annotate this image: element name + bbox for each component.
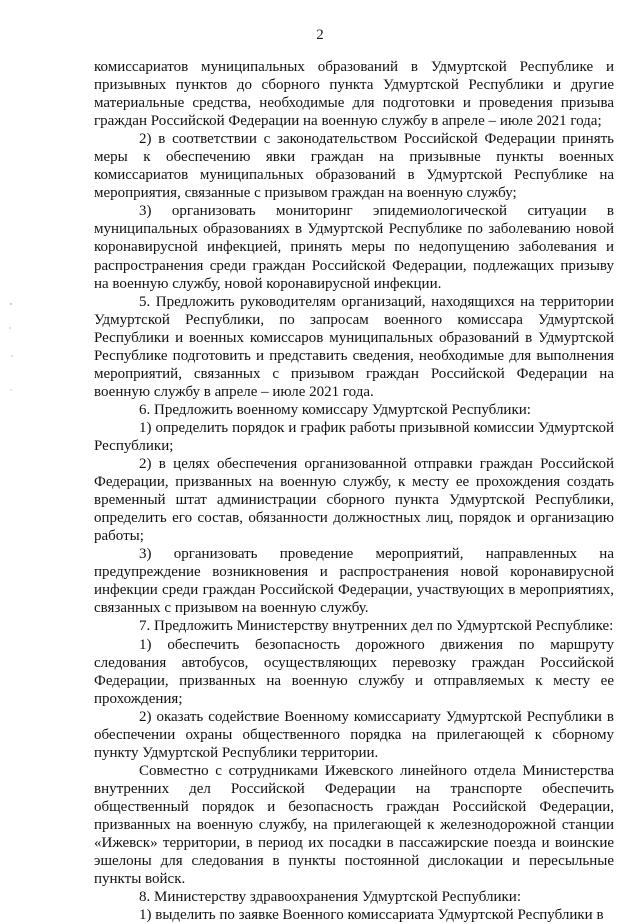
paragraph-section-7: 7. Предложить Министерству внутренних дел по Удмуртской Республике:: [139, 618, 614, 635]
paragraph-section-6: 6. Предложить военному комиссару Удмуртской Республики:: [139, 401, 531, 418]
paragraph-item-3: 3) организовать мониторинг эпидемиологической ситуации в муниципальных образованиях в Удмуртской Республике по заболеванию новой коронавирусной инфекцией, принять меры по недопущению заболевания и распространения среди граждан Российской Федерации, подлежащих призыву на военную службу, новой коронавирусной инфекции.: [94, 203, 614, 292]
paragraph-section-7-joint: Совместно с сотрудниками Ижевского линейного отдела Министерства внутренних дел Российской Федерации на транспорте обеспечить общественный порядок и безопасность граждан Российской Федерации, призванных на военную службу, на прилегающей к железнодорожной станции «Ижевск» территории, в период их посадки в пассажирские поезда и воинские эшелоны для следования в пункты постоянной дислокации и пересыльные пункты войск.: [94, 762, 614, 888]
paragraph-section-6-item-3: 3) организовать проведение мероприятий, направленных на предупреждение возникновения и распространения новой коронавирусной инфекции среди граждан Российской Федерации, участвующих в мероприятиях, связанных с призывом на военную службу.: [94, 546, 614, 617]
page-number: 2: [316, 27, 324, 43]
paragraph-continuation: комиссариатов муниципальных образований в Удмуртской Республике и призывных пунктов до сборного пункта Удмуртской Республики и другие материальные средства, необходимые для подготовки и проведения призыва граждан Российской Федерации на военную службу в апреле – июле 2021 года;: [94, 59, 614, 130]
paragraph-item-2: 2) в соответствии с законодательством Российской Федерации принять меры к обеспечению явки граждан на призывные пункты военных комиссариатов муниципальных образований в Удмуртской Республике на мероприятия, связанные с призывом граждан на военную службу;: [94, 131, 614, 202]
paragraph-section-8-item-1: 1) выделить по заявке Военного комиссариата Удмуртской Республики в: [139, 907, 604, 924]
paragraph-section-5: 5. Предложить руководителям организаций, находящихся на территории Удмуртской Республики, по запросам военного комиссара Удмуртской Республики и военных комиссаров муниципальных образований в Удмуртской Республике подготовить и представить сведения, необходимые для выполнения мероприятий, связанных с призывом граждан Российской Федерации на военную службу в апреле – июле 2021 года.: [94, 293, 614, 400]
scan-margin-marks: [8, 300, 14, 420]
paragraph-section-6-item-2: 2) в целях обеспечения организованной отправки граждан Российской Федерации, призванных на военную службу, к месту ее прохождения создать временный штат администрации сборного пункта Удмуртской Республики, определить его состав, обязанности должностных лиц, порядок и организацию работы;: [94, 456, 614, 545]
paragraph-section-8: 8. Министерству здравоохранения Удмуртской Республики:: [139, 889, 521, 906]
document-body: [94, 58, 614, 924]
paragraph-section-6-item-1: 1) определить порядок и график работы призывной комиссии Удмуртской Республики;: [94, 419, 614, 454]
paragraph-section-7-item-2: 2) оказать содействие Военному комиссариату Удмуртской Республики в обеспечении охраны общественного порядка на прилегающей к сборному пункту Удмуртской Республики территории.: [94, 708, 614, 761]
paragraph-section-7-item-1: 1) обеспечить безопасность дорожного движения по маршруту следования автобусов, осуществляющих перевозку граждан Российской Федерации, призванных на военную службу и отправляемых к месту ее прохождения;: [94, 636, 614, 707]
